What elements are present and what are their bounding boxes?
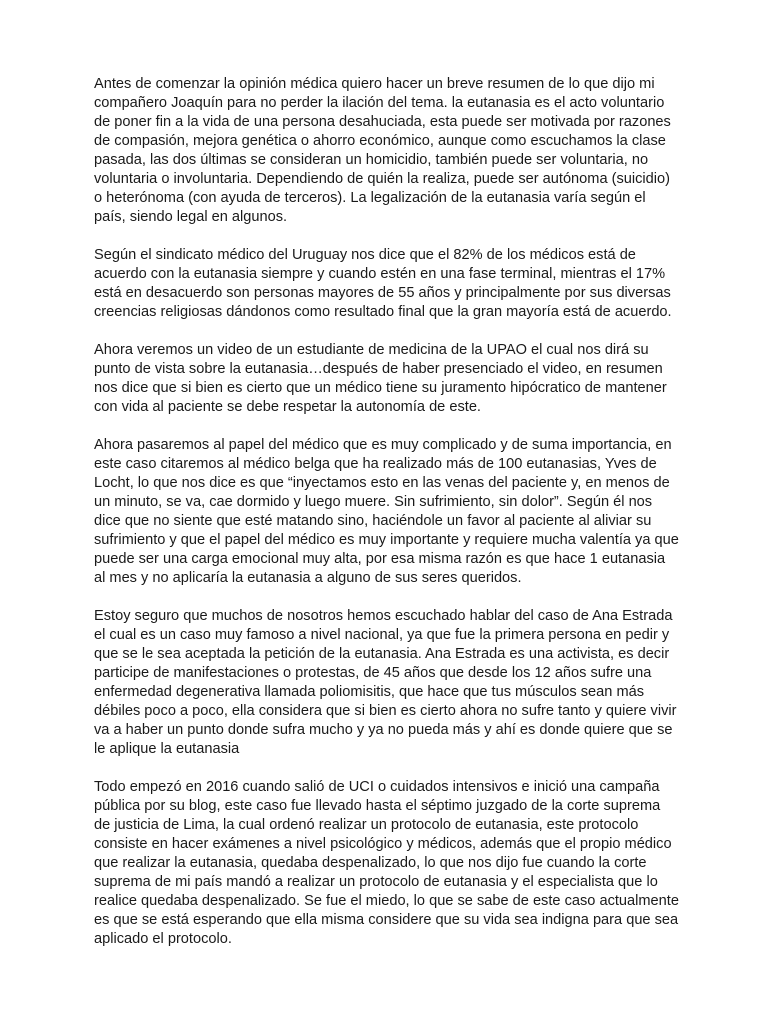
paragraph: Ahora pasaremos al papel del médico que es muy complicado y de suma importancia, en este caso citaremos al médico belga que ha realizado más de 100 eutanasias, Yves de Locht, lo que nos dice es que “inyectamos esto en las venas del paciente y, en menos de un minuto, se va, cae dormido y luego muere. Sin sufrimiento, sin dolor”. Según él nos dice que no siente que esté matando sino, haciéndole un favor al paciente al aliviar su sufrimiento y que el papel del médico es muy importante y requiere mucha valentía ya que puede ser una carga emocional muy alta, por esa misma razón es que hace 1 eutanasia al mes y no aplicaría la eutanasia a alguno de sus seres queridos.: [94, 437, 679, 586]
paragraph: Según el sindicato médico del Uruguay nos dice que el 82% de los médicos está de acuerdo con la eutanasia siempre y cuando estén en una fase terminal, mientras el 17% está en desacuerdo son personas mayores de 55 años y principalmente por sus diversas creencias religiosas dándonos como resultado final que la gran mayoría está de acuerdo.: [94, 247, 672, 320]
document-body: [94, 75, 680, 968]
paragraph: Estoy seguro que muchos de nosotros hemos escuchado hablar del caso de Ana Estrada el cual es un caso muy famoso a nivel nacional, ya que fue la primera persona en pedir y que se le sea aceptada la petición de la eutanasia. Ana Estrada es una activista, es decir participe de manifestaciones o protestas, de 45 años que desde los 12 años sufre una enfermedad degenerativa llamada poliomisitis, que hace que tus músculos sean más débiles poco a poco, ella considera que si bien es cierto ahora no sufre tanto y quiere vivir va a haber un punto donde sufra mucho y ya no pueda más y ahí es donde quiere que se le aplique la eutanasia: [94, 608, 677, 757]
paragraph: Antes de comenzar la opinión médica quiero hacer un breve resumen de lo que dijo mi compañero Joaquín para no perder la ilación del tema. la eutanasia es el acto voluntario de poner fin a la vida de una persona desahuciada, esta puede ser motivada por razones de compasión, mejora genética o ahorro económico, aunque como escuchamos la clase pasada, las dos últimas se consideran un homicidio, también puede ser voluntaria, no voluntaria o involuntaria. Dependiendo de quién la realiza, puede ser autónoma (suicidio) o heterónoma (con ayuda de terceros). La legalización de la eutanasia varía según el país, siendo legal en algunos.: [94, 76, 671, 225]
paragraph: Todo empezó en 2016 cuando salió de UCI o cuidados intensivos e inició una campaña pública por su blog, este caso fue llevado hasta el séptimo juzgado de la corte suprema de justicia de Lima, la cual ordenó realizar un protocolo de eutanasia, este protocolo consiste en hacer exámenes a nivel psicológico y médicos, además que el propio médico que realizar la eutanasia, quedaba despenalizado, lo que nos dijo fue cuando la corte suprema de mi país mandó a realizar un protocolo de eutanasia y el especialista que lo realice quedaba despenalizado. Se fue el miedo, lo que se sabe de este caso actualmente es que se está esperando que ella misma considere que su vida sea indigna para que sea aplicado el protocolo.: [94, 779, 679, 947]
paragraph: Ahora veremos un video de un estudiante de medicina de la UPAO el cual nos dirá su punto de vista sobre la eutanasia…después de haber presenciado el video, en resumen nos dice que si bien es cierto que un médico tiene su juramento hipócratico de mantener con vida al paciente se debe respetar la autonomía de este.: [94, 342, 667, 415]
